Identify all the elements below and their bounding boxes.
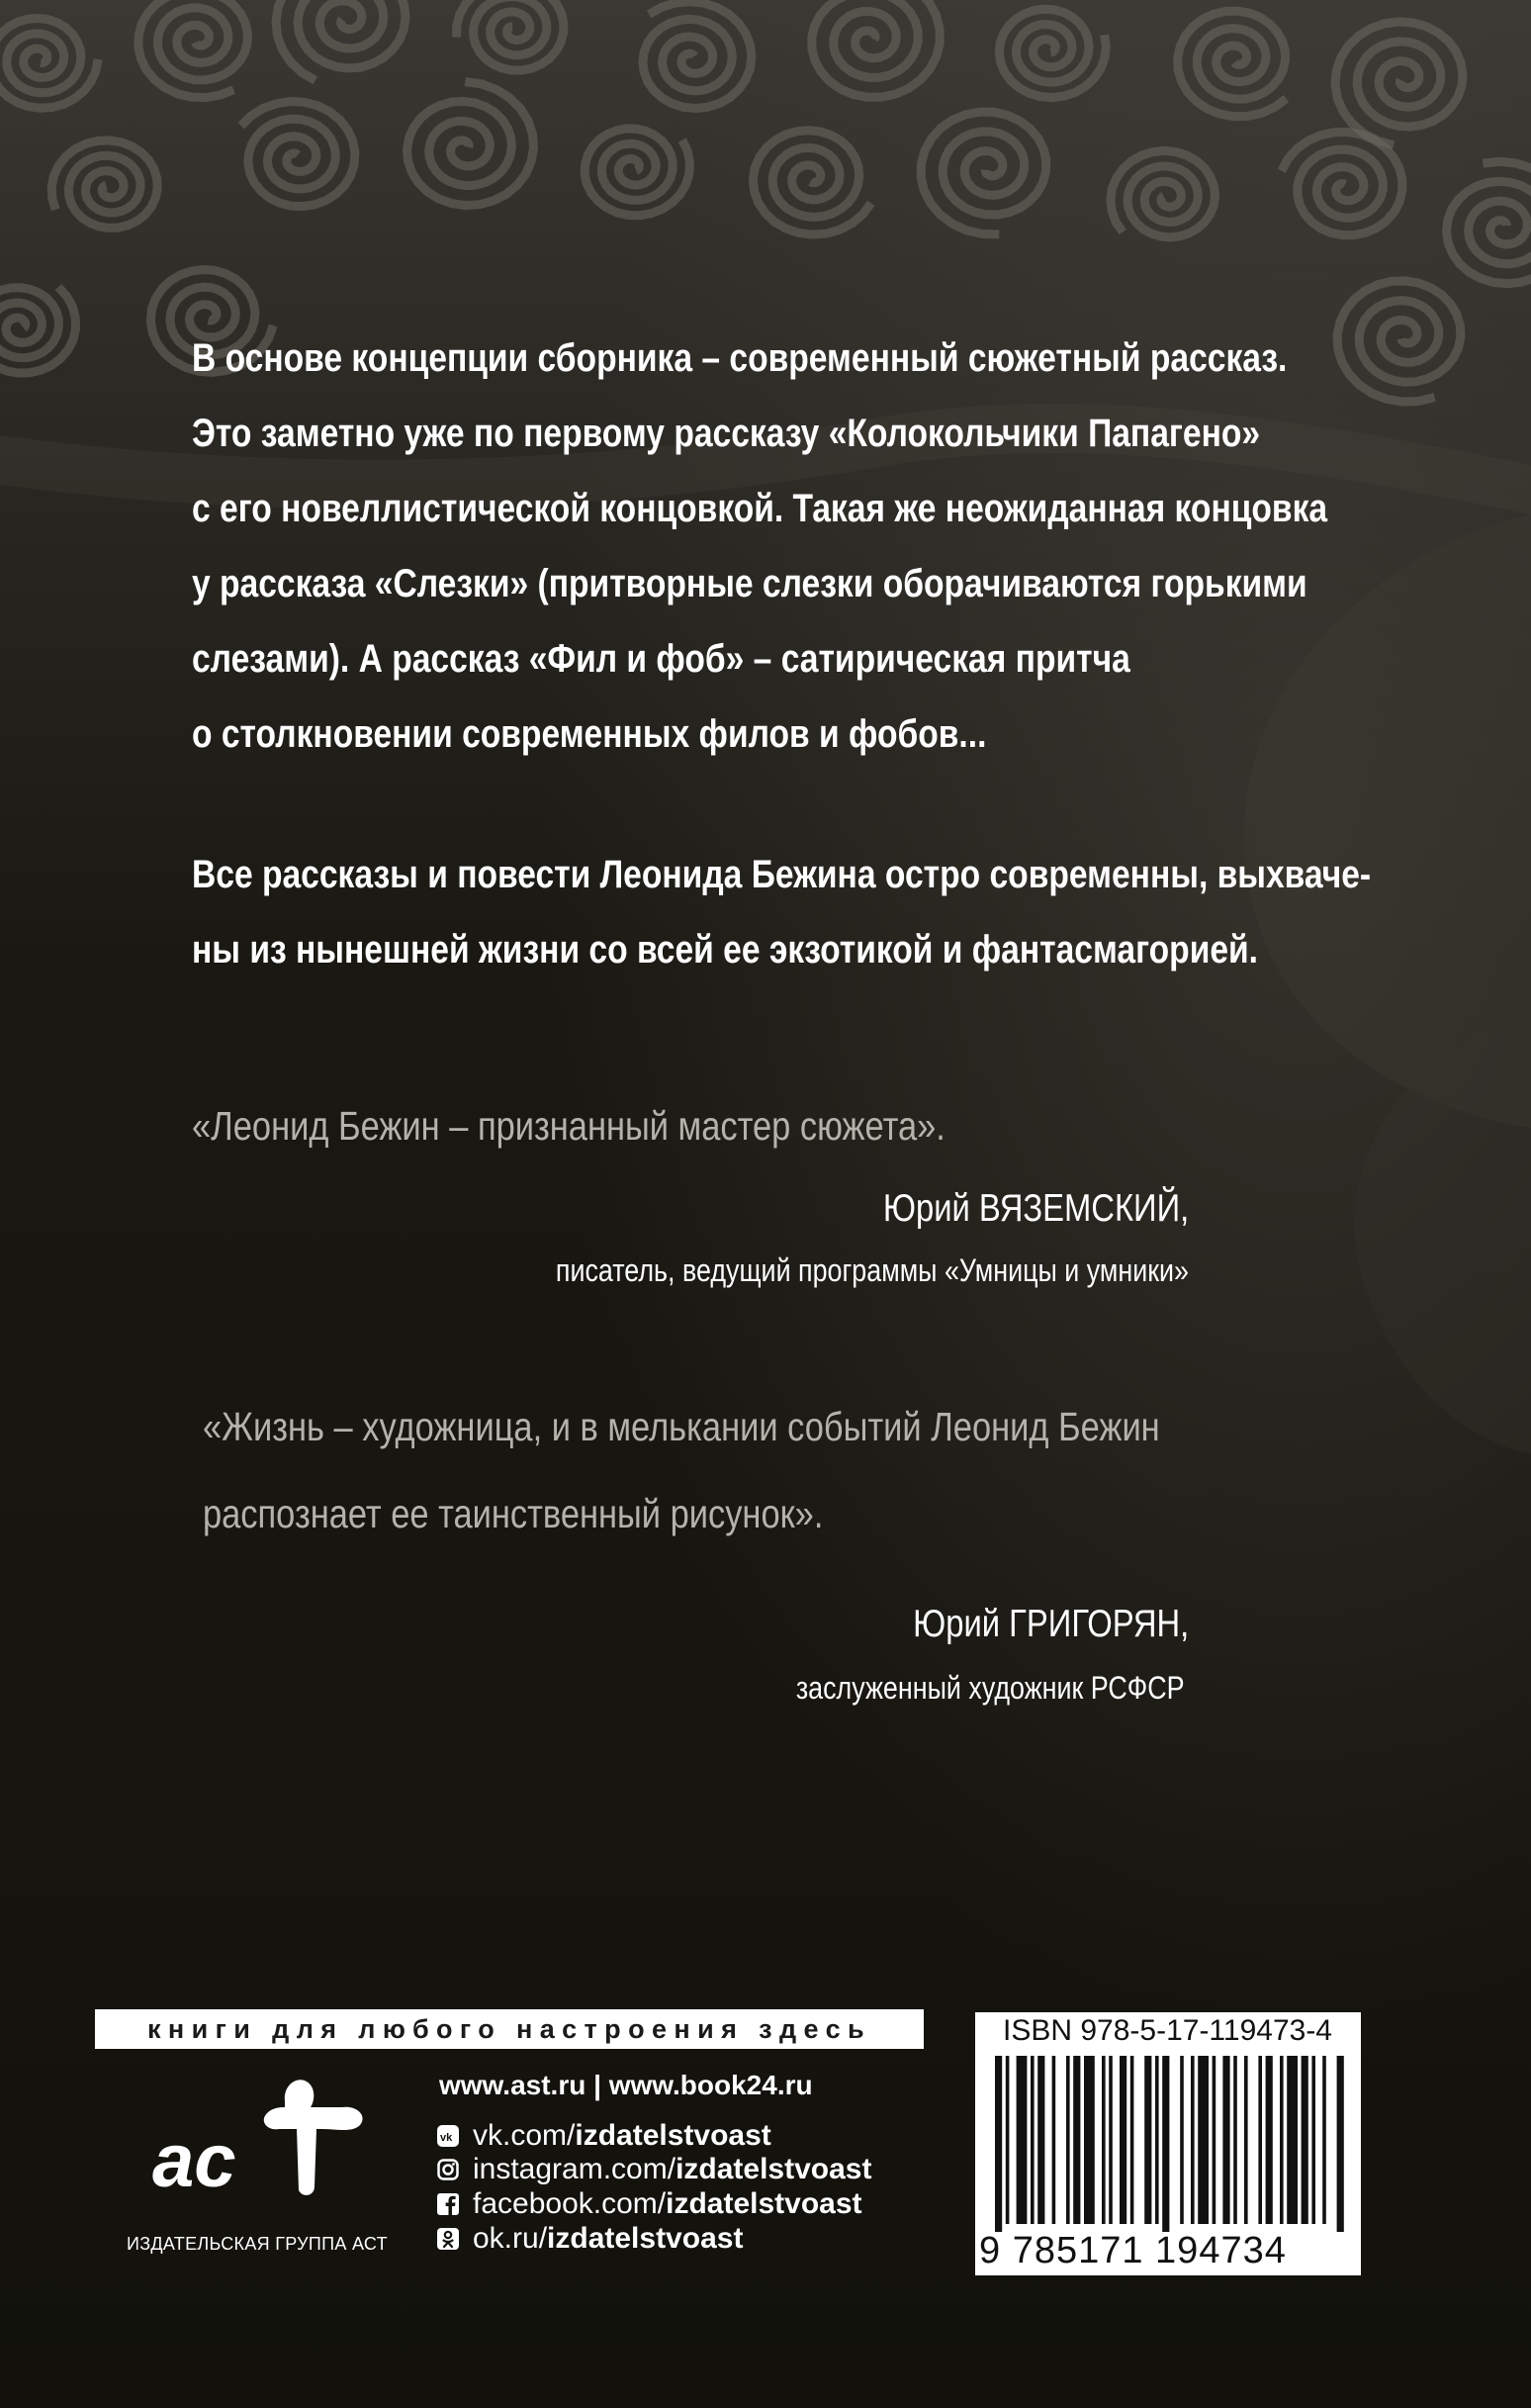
barcode-bar: [1337, 2056, 1344, 2232]
social-prefix: vk.com/: [473, 2119, 576, 2152]
quote-line: распознает ее таинственный рисунок».: [203, 1491, 824, 1536]
barcode-bar: [1037, 2056, 1044, 2224]
social-handle: izdatelstvoast: [666, 2187, 862, 2220]
social-link-facebook[interactable]: [437, 2187, 862, 2221]
logo-text: ас: [152, 2119, 236, 2203]
isbn-number: ISBN 978-5-17-119473-4: [1003, 2014, 1332, 2047]
quote-1-author-role: писатель, ведущий программы «Умницы и умники»: [555, 1252, 1189, 1288]
quote-line: «Леонид Бежин – признанный мастер сюжета».: [192, 1103, 946, 1149]
barcode-bar: [1031, 2056, 1035, 2224]
ast-logo: [148, 2068, 376, 2206]
barcode-bar: [1213, 2056, 1216, 2224]
barcode-bar: [1120, 2056, 1126, 2224]
quote-2-author-role: заслуженный художник РСФСР: [796, 1670, 1185, 1706]
barcode-bar: [1258, 2056, 1262, 2224]
publisher-name: ИЗДАТЕЛЬСКАЯ ГРУППА АСТ: [127, 2234, 388, 2254]
description-line: Все рассказы и повести Леонида Бежина остро современны, выхваче-: [192, 853, 1372, 896]
barcode-bar: [1066, 2056, 1070, 2224]
quote-line: «Жизнь – художница, и в мелькании событий Леонид Бежин: [203, 1404, 1160, 1449]
barcode-bar: [1311, 2056, 1315, 2224]
facebook-icon: [437, 2193, 459, 2215]
quote-2-author: Юрий ГРИГОРЯН,: [912, 1603, 1189, 1645]
social-link-vk[interactable]: [437, 2119, 771, 2153]
barcode-bar: [1006, 2056, 1010, 2224]
social-link-odnoklassniki[interactable]: [437, 2222, 743, 2256]
barcode-bars: [989, 2056, 1345, 2232]
barcode-digits: 9 785171 194734: [979, 2230, 1287, 2271]
description-line: о столкновении современных филов и фобов...: [192, 712, 987, 756]
barcode-bar: [1109, 2056, 1113, 2224]
description-line: слезами). А рассказ «Фил и фоб» – сатирическая притча: [192, 637, 1130, 681]
barcode-bar: [1180, 2056, 1184, 2224]
quote-2: [203, 1383, 1160, 1557]
description-line: В основе концепции сборника – современный сюжетный рассказ.: [192, 336, 1288, 380]
quote-1-author: Юрий ВЯЗЕМСКИЙ,: [882, 1187, 1189, 1230]
barcode-bar: [995, 2056, 1002, 2232]
promo-banner: книги для любого настроения здесь: [95, 2009, 924, 2049]
social-prefix: instagram.com/: [473, 2153, 676, 2185]
barcode-bar: [1052, 2056, 1056, 2224]
social-prefix: facebook.com/: [473, 2187, 667, 2220]
description-line: у рассказа «Слезки» (притворные слезки оборачиваются горькими: [192, 562, 1307, 605]
barcode-bar: [1244, 2056, 1248, 2224]
social-handle: izdatelstvoast: [547, 2222, 744, 2255]
description-line: с его новеллистической концовкой. Такая же неожиданная концовка: [192, 487, 1328, 530]
social-link-instagram[interactable]: [437, 2153, 871, 2186]
barcode-bar: [1073, 2056, 1080, 2224]
svg-text:vk: vk: [440, 2132, 453, 2144]
description-paragraph-1: [192, 321, 1327, 772]
barcode-bar: [1302, 2056, 1308, 2224]
vk-icon: [437, 2125, 459, 2147]
barcode-bar: [1162, 2056, 1169, 2232]
barcode-bar: [1198, 2056, 1209, 2224]
barcode-bar: [1130, 2056, 1134, 2224]
barcode-bar: [1233, 2056, 1237, 2224]
barcode-bar: [1102, 2056, 1106, 2224]
barcode-bar: [1322, 2056, 1326, 2224]
odnoklassniki-icon: [437, 2228, 459, 2250]
barcode-bar: [1155, 2056, 1159, 2224]
barcode-bar: [1287, 2056, 1298, 2224]
barcode-bar: [1191, 2056, 1195, 2224]
instagram-icon: [437, 2159, 459, 2180]
barcode-bar: [1222, 2056, 1229, 2224]
publisher-websites[interactable]: www.ast.ru | www.book24.ru: [439, 2070, 813, 2100]
barcode-bar: [1144, 2056, 1151, 2224]
barcode-bar: [1280, 2056, 1284, 2224]
barcode-bar: [1017, 2056, 1028, 2224]
barcode-bar: [1084, 2056, 1095, 2224]
barcode-bar: [1266, 2056, 1273, 2224]
social-handle: izdatelstvoast: [575, 2119, 771, 2152]
description-paragraph-2: [192, 837, 1371, 987]
description-line: ны из нынешней жизни со всей ее экзотикой и фантасмагорией.: [192, 928, 1259, 972]
social-handle: izdatelstvoast: [675, 2153, 872, 2185]
quote-1: [192, 1096, 946, 1156]
description-line: Это заметно уже по первому рассказу «Колокольчики Папагено»: [192, 412, 1261, 455]
social-prefix: ok.ru/: [473, 2222, 548, 2255]
